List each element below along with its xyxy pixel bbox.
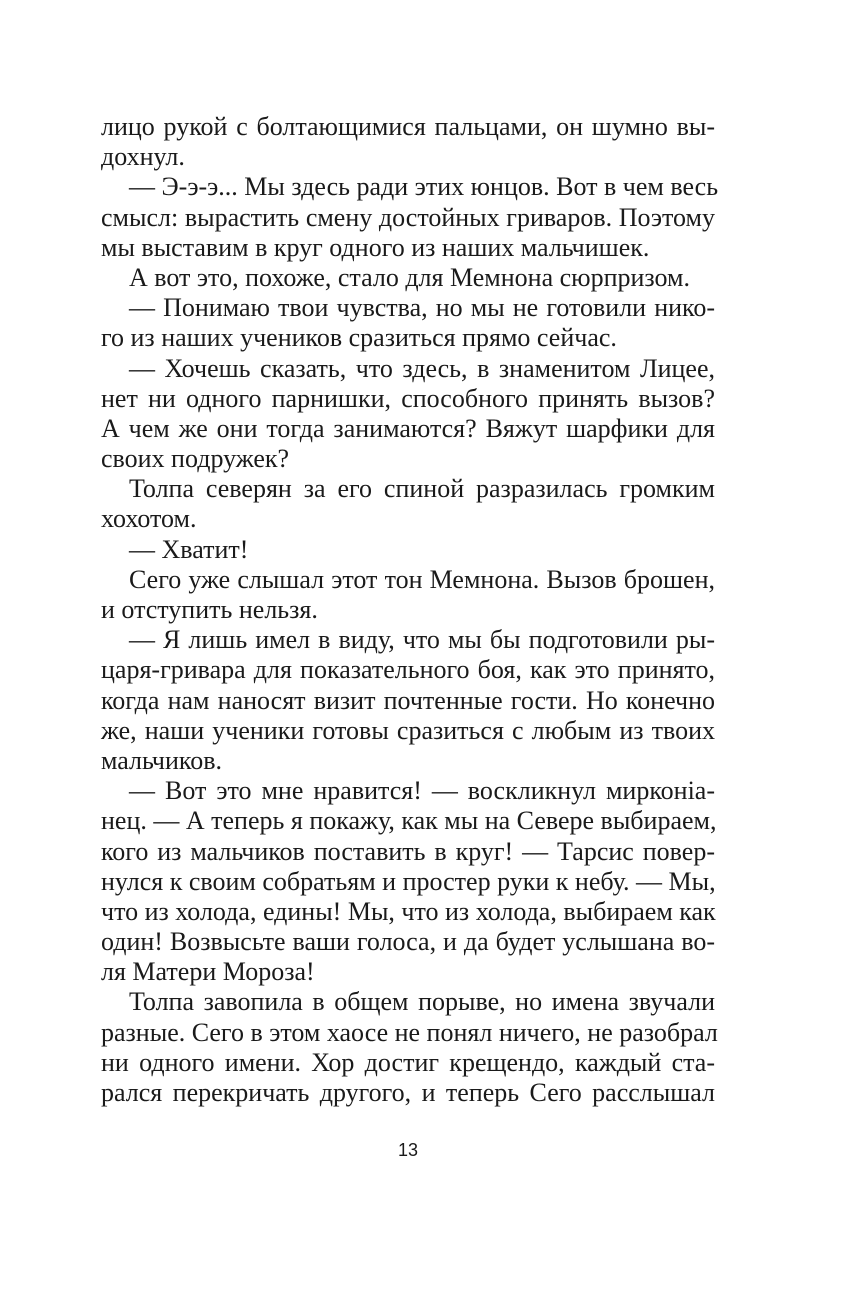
- text-line: Толпа завопила в общем порыве, но имена звучали: [129, 987, 715, 1017]
- text-line: — Э-э-э... Мы здесь ради этих юнцов. Вот в чем весь: [129, 172, 719, 202]
- text-line: — Хочешь сказать, что здесь, в знаменитом Лицее,: [129, 353, 715, 383]
- text-line: Толпа северян за его спиной разразилась громким: [129, 474, 715, 504]
- text-line: кого из мальчиков поставить в круг! — Тарсис повер-: [101, 836, 715, 866]
- text-line: мы выставим в круг одного из наших мальчишек.: [101, 232, 650, 262]
- page-number: 13: [397, 1140, 419, 1160]
- text-line: лицо рукой с болтающимися пальцами, он шумно вы-: [101, 112, 715, 141]
- text-line: — Я лишь имел в виду, что мы бы подготовили ры-: [129, 625, 715, 655]
- text-line: Сего уже слышал этот тон Мемнона. Вызов брошен,: [129, 564, 715, 594]
- text-line: го из наших учеников сразиться прямо сейчас.: [101, 323, 617, 353]
- body-text: [101, 112, 719, 1108]
- text-line: — Хватит!: [129, 534, 249, 564]
- text-line: же, наши ученики готовы сразиться с любым из твоих: [101, 715, 715, 745]
- text-line: нец. — А теперь я покажу, как мы на Севере выбираем,: [101, 806, 717, 836]
- text-line: мальчиков.: [101, 745, 222, 775]
- text-line: и отступить нельзя.: [101, 595, 318, 624]
- text-line: нет ни одного парнишки, способного принять вызов?: [101, 383, 715, 413]
- text-line: царя-гривара для показательного боя, как это принято,: [101, 655, 715, 685]
- text-line: смысл: вырастить смену достойных гриваров. Поэтому: [101, 202, 715, 232]
- text-line: хохотом.: [101, 504, 197, 534]
- text-line: когда нам наносят визит почтенные гости. Но конечно: [101, 685, 715, 715]
- text-line: ни одного имени. Хор достиг крещендо, каждый ста-: [101, 1047, 715, 1077]
- text-line: рался перекричать другого, и теперь Сего расслышал: [101, 1078, 715, 1107]
- text-line: нулся к своим собратьям и простер руки к небу. — Мы,: [101, 866, 716, 896]
- text-line: разные. Сего в этом хаосе не понял ничего, не разобрал: [101, 1017, 718, 1047]
- text-line: — Вот это мне нравится! — воскликнул мирконіа-: [129, 776, 715, 806]
- text-line: А чем же они тогда занимаются? Вяжут шарфики для: [101, 413, 715, 443]
- text-line: своих подружек?: [101, 444, 290, 474]
- text-line: ля Матери Мороза!: [101, 957, 315, 987]
- text-line: А вот это, похоже, стало для Мемнона сюрпризом.: [129, 262, 690, 292]
- text-line: дохнул.: [101, 142, 185, 172]
- text-line: — Понимаю твои чувства, но мы не готовили нико-: [129, 293, 715, 323]
- text-line: что из холода, едины! Мы, что из холода, выбираем как: [101, 896, 716, 926]
- text-line: один! Возвысьте ваши голоса, и да будет услышана во-: [101, 927, 715, 957]
